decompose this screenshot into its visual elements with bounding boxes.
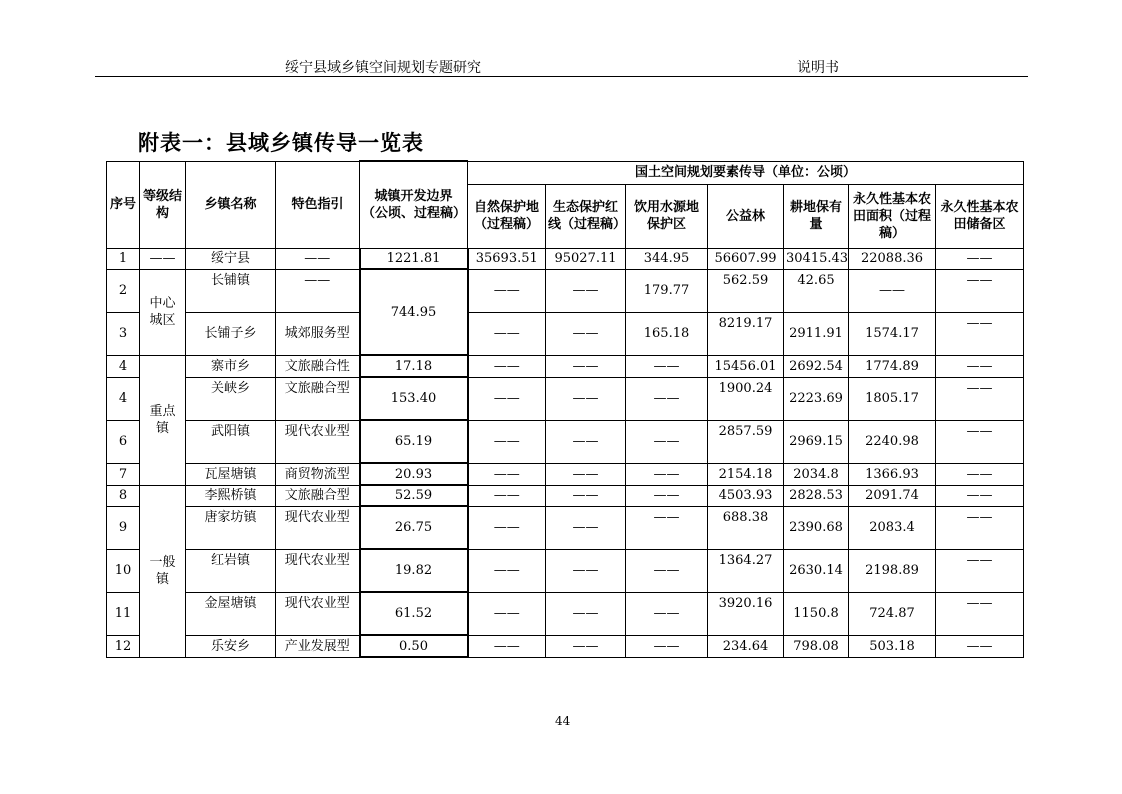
table-row (107, 420, 1024, 463)
table-row (107, 506, 1024, 549)
cell-water: —— (626, 377, 708, 420)
th-level: 等级结构 (140, 161, 186, 248)
cell-name: 唐家坊镇 (204, 509, 257, 525)
cell-water: —— (626, 592, 708, 635)
cell-boundary: 19.82 (360, 549, 468, 592)
cell-seq: 4 (107, 355, 140, 377)
cell-reserve: —— (936, 635, 1024, 657)
cell-forest: 1900.24 (718, 380, 773, 396)
cell-feature: 商贸物流型 (276, 463, 360, 485)
cell-basic: 1574.17 (849, 312, 936, 355)
page-number: 44 (555, 714, 571, 728)
cell-reserve-wrap (936, 420, 1024, 463)
cell-nature: —— (468, 485, 546, 506)
th-group: 国土空间规划要素传导（单位：公顷） (468, 161, 1024, 184)
cell-forest-wrap (708, 420, 784, 463)
cell-seq: 1 (107, 248, 140, 269)
cell-name: 金屋塘镇 (204, 595, 257, 611)
cell-level-general: 一般镇 (140, 485, 186, 657)
cell-feature: 现代农业型 (284, 509, 350, 525)
cell-reserve: —— (936, 463, 1024, 485)
cell-water: 165.18 (626, 312, 708, 355)
cell-boundary: 65.19 (360, 420, 468, 463)
cell-farm: 2828.53 (784, 485, 849, 506)
cell-reserve: —— (966, 552, 993, 568)
cell-water: 179.77 (626, 269, 708, 312)
cell-reserve: —— (966, 595, 993, 611)
th-boundary: 城镇开发边界（公顷、过程稿） (360, 161, 468, 248)
cell-nature: —— (468, 592, 546, 635)
cell-eco: —— (546, 312, 626, 355)
cell-eco: —— (546, 506, 626, 549)
cell-nature: —— (468, 355, 546, 377)
cell-nature: 35693.51 (468, 248, 546, 269)
cell-boundary: 153.40 (360, 377, 468, 420)
cell-nature: —— (468, 506, 546, 549)
cell-seq: 9 (107, 506, 140, 549)
cell-boundary: 61.52 (360, 592, 468, 635)
cell-farm: 30415.43 (784, 248, 849, 269)
cell-basic: 2198.89 (849, 549, 936, 592)
cell-nature: —— (468, 269, 546, 312)
table-row (107, 463, 1024, 485)
cell-reserve: —— (936, 248, 1024, 269)
cell-water: —— (653, 509, 680, 525)
cell-forest: 4503.93 (708, 485, 784, 506)
cell-seq: 4 (107, 377, 140, 420)
cell-name-wrap (186, 592, 276, 635)
header-row-1 (107, 161, 1024, 184)
table-row (107, 549, 1024, 592)
cell-seq: 11 (107, 592, 140, 635)
cell-name: 武阳镇 (210, 423, 250, 439)
table-row (107, 312, 1024, 355)
cell-feature: —— (276, 248, 360, 269)
cell-forest-wrap (708, 312, 784, 355)
cell-eco: 95027.11 (546, 248, 626, 269)
cell-level: —— (140, 248, 186, 269)
table-row (107, 485, 1024, 506)
cell-name: 关峡乡 (210, 380, 250, 396)
cell-farm: 42.65 (797, 272, 835, 288)
cell-eco: —— (546, 463, 626, 485)
cell-seq: 10 (107, 549, 140, 592)
th-feature: 特色指引 (276, 161, 360, 248)
cell-boundary: 26.75 (360, 506, 468, 549)
cell-reserve: —— (966, 509, 993, 525)
cell-farm: 2911.91 (784, 312, 849, 355)
cell-water: 344.95 (626, 248, 708, 269)
cell-reserve: —— (936, 485, 1024, 506)
cell-eco: —— (546, 355, 626, 377)
cell-boundary: 20.93 (360, 463, 468, 485)
cell-name-wrap (186, 549, 276, 592)
cell-reserve-wrap (936, 506, 1024, 549)
cell-feature-wrap (276, 506, 360, 549)
cell-basic: 1366.93 (849, 463, 936, 485)
cell-nature: —— (468, 377, 546, 420)
cell-farm: 2223.69 (784, 377, 849, 420)
cell-farm: 798.08 (784, 635, 849, 657)
cell-forest-wrap (708, 592, 784, 635)
cell-name: 长铺镇 (210, 272, 250, 288)
cell-name: 绥宁县 (186, 248, 276, 269)
cell-forest: 688.38 (722, 509, 769, 525)
cell-nature: —— (468, 463, 546, 485)
cell-name-wrap (186, 377, 276, 420)
cell-water: —— (626, 355, 708, 377)
doc-header-title: 绥宁县域乡镇空间规划专题研究 (285, 60, 481, 76)
cell-name: 长铺子乡 (186, 312, 276, 355)
cell-basic: 2091.74 (849, 485, 936, 506)
table-row (107, 248, 1024, 269)
cell-eco: —— (546, 269, 626, 312)
cell-seq: 2 (107, 269, 140, 312)
cell-feature-wrap (276, 592, 360, 635)
table-row (107, 269, 1024, 312)
cell-reserve-wrap (936, 377, 1024, 420)
cell-eco: —— (546, 420, 626, 463)
cell-water: —— (626, 549, 708, 592)
cell-forest-wrap (708, 506, 784, 549)
cell-feature-wrap (276, 420, 360, 463)
cell-farm: 2969.15 (784, 420, 849, 463)
cell-eco: —— (546, 592, 626, 635)
th-basic: 永久性基本农田面积（过程稿） (849, 184, 936, 248)
cell-water: —— (626, 635, 708, 657)
cell-name: 乐安乡 (186, 635, 276, 657)
cell-forest-wrap (708, 549, 784, 592)
cell-reserve-wrap (936, 549, 1024, 592)
cell-farm: 1150.8 (784, 592, 849, 635)
cell-name: 瓦屋塘镇 (186, 463, 276, 485)
cell-seq: 12 (107, 635, 140, 657)
cell-basic: 1805.17 (849, 377, 936, 420)
cell-reserve: —— (966, 380, 993, 396)
cell-name: 寨市乡 (186, 355, 276, 377)
cell-feature: 现代农业型 (284, 423, 350, 439)
cell-feature: 现代农业型 (284, 595, 350, 611)
cell-water: —— (626, 420, 708, 463)
th-seq: 序号 (107, 161, 140, 248)
cell-level-center: 中心城区 (140, 269, 186, 355)
cell-farm-wrap (784, 269, 849, 312)
cell-name: 李熙桥镇 (186, 485, 276, 506)
th-forest: 公益林 (708, 184, 784, 248)
cell-boundary-merged: 744.95 (360, 269, 468, 355)
cell-name-wrap (186, 420, 276, 463)
cell-basic: 2083.4 (849, 506, 936, 549)
cell-basic: 503.18 (849, 635, 936, 657)
cell-farm: 2692.54 (784, 355, 849, 377)
cell-feature-wrap (276, 549, 360, 592)
cell-forest: 3920.16 (718, 595, 773, 611)
cell-basic: —— (849, 269, 936, 312)
table-row (107, 592, 1024, 635)
cell-nature: —— (468, 312, 546, 355)
cell-nature: —— (468, 420, 546, 463)
th-eco: 生态保护红线（过程稿） (546, 184, 626, 248)
cell-feature: —— (304, 272, 331, 288)
cell-feature-wrap (276, 269, 360, 312)
th-water: 饮用水源地保护区 (626, 184, 708, 248)
cell-name: 红岩镇 (210, 552, 250, 568)
cell-boundary: 52.59 (360, 485, 468, 506)
cell-reserve-wrap (936, 312, 1024, 355)
cell-forest: 234.64 (708, 635, 784, 657)
cell-feature: 城郊服务型 (276, 312, 360, 355)
cell-reserve: —— (966, 423, 993, 439)
cell-level-key: 重点镇 (140, 355, 186, 485)
cell-reserve-wrap (936, 269, 1024, 312)
table-row (107, 355, 1024, 377)
cell-forest: 1364.27 (718, 552, 773, 568)
cell-farm: 2630.14 (784, 549, 849, 592)
table-title: 附表一：县域乡镇传导一览表 (138, 131, 424, 155)
cell-forest: 2154.18 (708, 463, 784, 485)
header-rule (95, 76, 1028, 77)
cell-forest: 562.59 (722, 272, 769, 288)
cell-feature-wrap (276, 377, 360, 420)
doc-header-section: 说明书 (797, 60, 839, 76)
cell-forest-wrap (708, 269, 784, 312)
cell-feature: 文旅融合型 (276, 485, 360, 506)
cell-water: —— (626, 485, 708, 506)
cell-seq: 6 (107, 420, 140, 463)
th-reserve: 永久性基本农田储备区 (936, 184, 1024, 248)
township-table (106, 160, 1024, 658)
cell-feature: 产业发展型 (276, 635, 360, 657)
cell-feature: 文旅融合性 (276, 355, 360, 377)
th-farm: 耕地保有量 (784, 184, 849, 248)
cell-eco: —— (546, 635, 626, 657)
cell-eco: —— (546, 549, 626, 592)
cell-reserve: —— (966, 272, 993, 288)
cell-feature: 现代农业型 (284, 552, 350, 568)
table-row (107, 635, 1024, 657)
cell-eco: —— (546, 485, 626, 506)
cell-nature: —— (468, 635, 546, 657)
table-row (107, 377, 1024, 420)
cell-water: —— (626, 463, 708, 485)
cell-reserve: —— (936, 355, 1024, 377)
cell-boundary: 0.50 (360, 635, 468, 657)
cell-farm: 2390.68 (784, 506, 849, 549)
cell-basic: 1774.89 (849, 355, 936, 377)
cell-reserve-wrap (936, 592, 1024, 635)
cell-seq: 7 (107, 463, 140, 485)
cell-feature: 文旅融合型 (284, 380, 350, 396)
cell-forest: 8219.17 (718, 315, 773, 331)
cell-boundary: 1221.81 (360, 248, 468, 269)
cell-forest: 15456.01 (708, 355, 784, 377)
cell-farm: 2034.8 (784, 463, 849, 485)
cell-seq: 8 (107, 485, 140, 506)
cell-eco: —— (546, 377, 626, 420)
cell-water-wrap (626, 506, 708, 549)
cell-nature: —— (468, 549, 546, 592)
cell-name-wrap (186, 506, 276, 549)
cell-name-wrap (186, 269, 276, 312)
cell-basic: 724.87 (849, 592, 936, 635)
cell-seq: 3 (107, 312, 140, 355)
cell-forest: 56607.99 (708, 248, 784, 269)
cell-basic: 22088.36 (849, 248, 936, 269)
th-nature: 自然保护地（过程稿） (468, 184, 546, 248)
cell-boundary: 17.18 (360, 355, 468, 377)
cell-basic: 2240.98 (849, 420, 936, 463)
cell-forest: 2857.59 (718, 423, 773, 439)
cell-forest-wrap (708, 377, 784, 420)
th-name: 乡镇名称 (186, 161, 276, 248)
cell-reserve: —— (966, 315, 993, 331)
